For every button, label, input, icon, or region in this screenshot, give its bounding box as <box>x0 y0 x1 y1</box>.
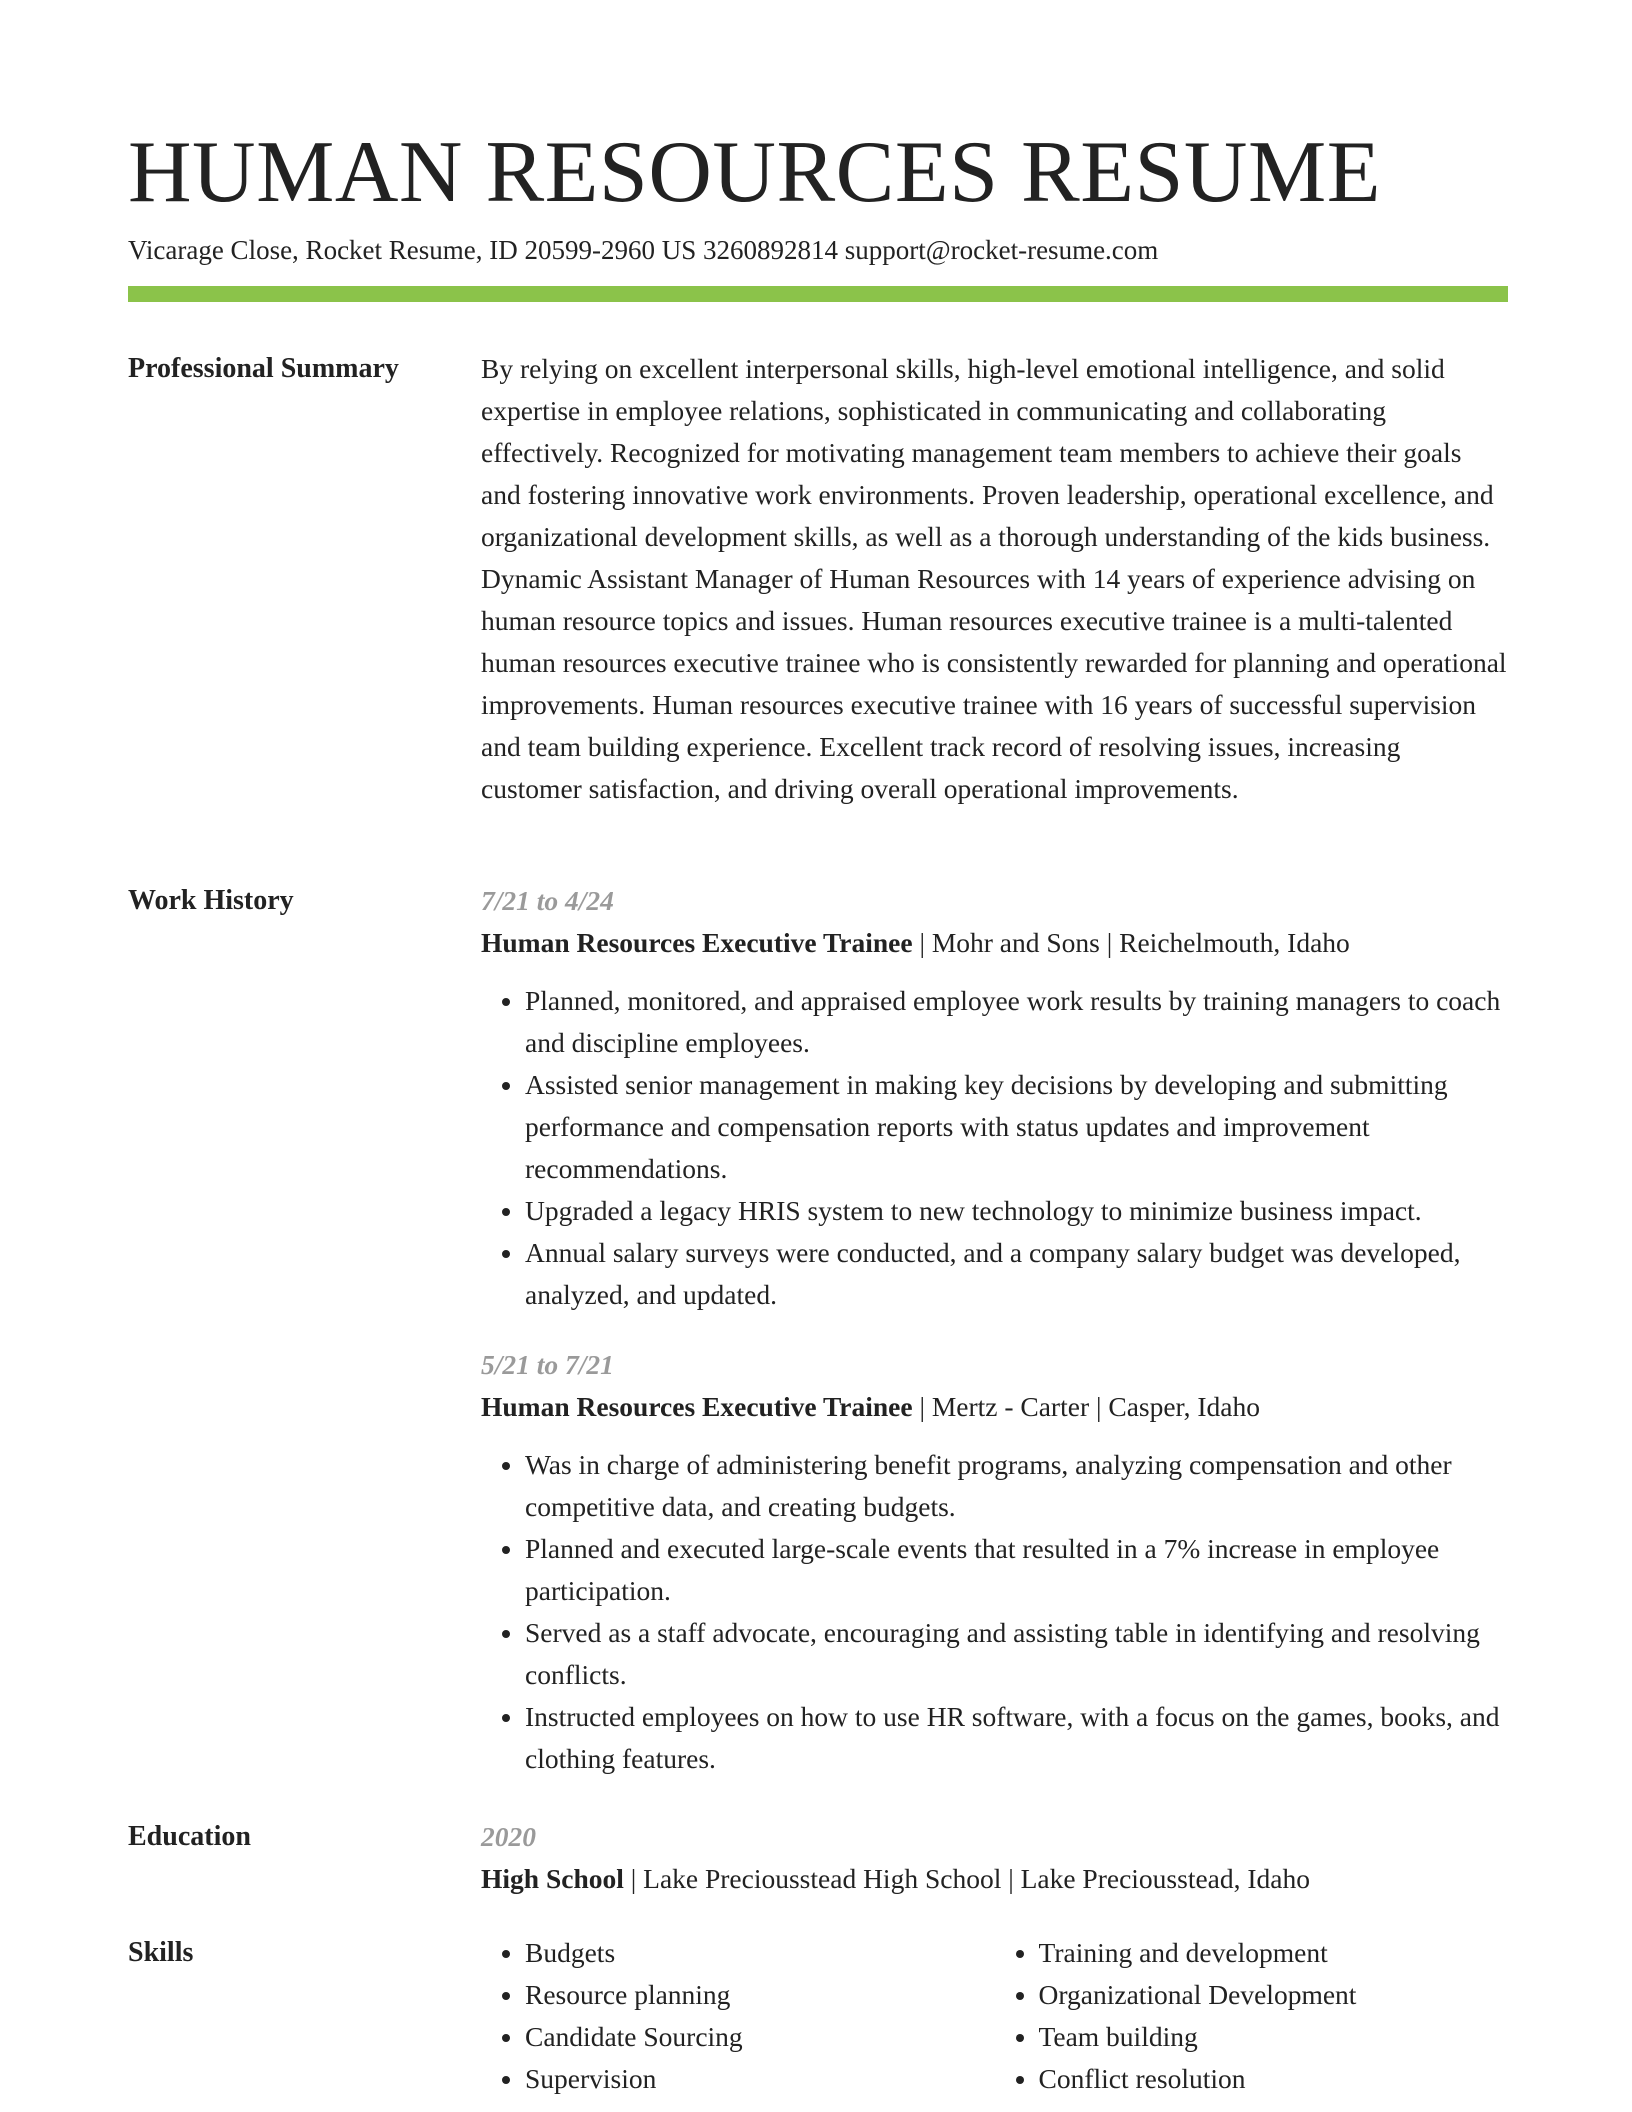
job-entry <box>481 1344 1508 1780</box>
skill-item: • Supervision <box>525 2058 995 2100</box>
work-history-heading: Work History <box>128 885 294 916</box>
skill-item: • Candidate Sourcing <box>525 2016 995 2058</box>
skill-item: • Resource planning <box>525 1974 995 2016</box>
job-details: | Mertz - Carter | Casper, Idaho <box>912 1391 1260 1422</box>
education-year: 2020 <box>481 1821 536 1852</box>
skill-item: • Organizational Development <box>1039 1974 1509 2016</box>
job-role: Human Resources Executive Trainee <box>481 927 913 958</box>
skill-item: • Budgets <box>525 1932 995 1974</box>
education-line <box>481 1858 1508 1900</box>
job-bullets <box>481 980 1508 1316</box>
list-item: • Planned and executed large-scale events that resulted in a 7% increase in employee participation. <box>525 1528 1508 1612</box>
list-item: • Instructed employees on how to use HR software, with a focus on the games, books, and clothing features. <box>525 1696 1508 1780</box>
header-divider <box>128 286 1508 302</box>
list-item: • Served as a staff advocate, encouraging and assisting table in identifying and resolving conflicts. <box>525 1612 1508 1696</box>
job-entry <box>481 880 1508 1316</box>
job-title-line <box>481 1386 1508 1428</box>
resume-title: HUMAN RESOURCES RESUME <box>128 124 1381 221</box>
education-degree: High School <box>481 1863 624 1894</box>
skills-heading: Skills <box>128 1937 194 1968</box>
skills-list-left <box>481 1932 995 2100</box>
list-item: • Annual salary surveys were conducted, and a company salary budget was developed, analyzed, and updated. <box>525 1232 1508 1316</box>
job-bullets <box>481 1444 1508 1780</box>
job-dates: 5/21 to 7/21 <box>481 1349 614 1380</box>
skills-columns <box>481 1932 1508 2100</box>
skills-list-right <box>995 1932 1509 2100</box>
list-item: • Assisted senior management in making key decisions by developing and submitting performance and compensation reports with status updates and improvement recommendations. <box>525 1064 1508 1190</box>
list-item: • Was in charge of administering benefit programs, analyzing compensation and other competitive data, and creating budgets. <box>525 1444 1508 1528</box>
job-role: Human Resources Executive Trainee <box>481 1391 913 1422</box>
job-details: | Mohr and Sons | Reichelmouth, Idaho <box>912 927 1350 958</box>
contact-line: Vicarage Close, Rocket Resume, ID 20599-2960 US 3260892814 support@rocket-resume.com <box>128 235 1159 265</box>
job-dates: 7/21 to 4/24 <box>481 885 614 916</box>
list-item: • Upgraded a legacy HRIS system to new technology to minimize business impact. <box>525 1190 1508 1232</box>
education-details: | Lake Preciousstead High School | Lake Preciousstead, Idaho <box>623 1863 1310 1894</box>
skill-item: • Training and development <box>1039 1932 1509 1974</box>
job-title-line <box>481 922 1508 964</box>
skill-item: • Team building <box>1039 2016 1509 2058</box>
list-item: • Planned, monitored, and appraised employee work results by training managers to coach and discipline employees. <box>525 980 1508 1064</box>
summary-text: By relying on excellent interpersonal skills, high-level emotional intelligence, and solid expertise in employee relations, sophisticated in communicating and collaborating effectively. Recognized for motivating management team members to achieve their goals and fostering innovative work environments. Proven leadership, operational excellence, and organizational development skills, as well as a thorough understanding of the kids business. Dynamic Assistant Manager of Human Resources with 14 years of experience advising on human resource topics and issues. Human resources executive trainee is a multi-talented human resources executive trainee who is consistently rewarded for planning and operational improvements. Human resources executive trainee with 16 years of successful supervision and team building experience. Excellent track record of resolving issues, increasing customer satisfaction, and driving overall operational improvements. <box>481 353 1507 804</box>
skill-item: • Conflict resolution <box>1039 2058 1509 2100</box>
education-heading: Education <box>128 1821 251 1852</box>
summary-heading: Professional Summary <box>128 353 399 384</box>
